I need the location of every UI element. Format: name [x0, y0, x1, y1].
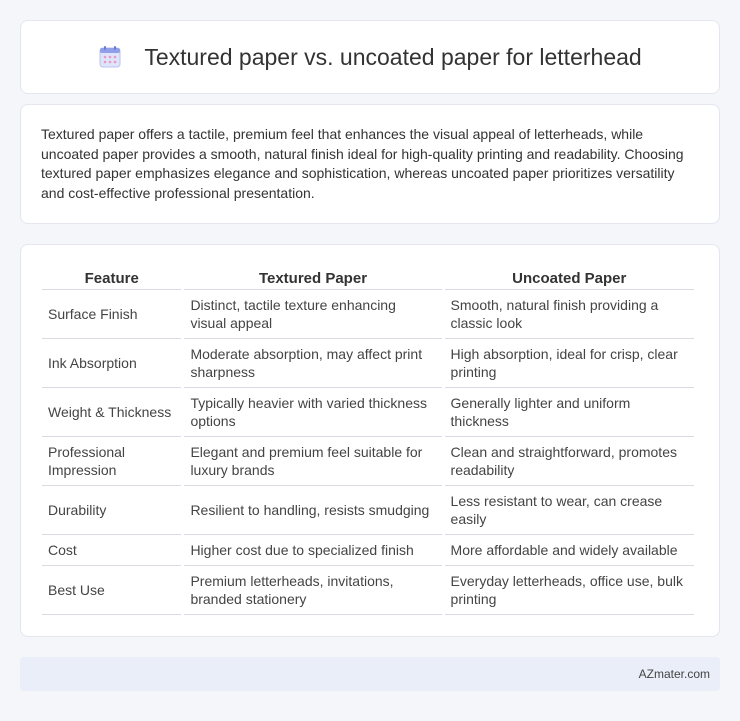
table-header-row — [42, 267, 694, 290]
footer-site-link[interactable]: AZmater.com — [638, 667, 710, 681]
summary-paragraph: Textured paper offers a tactile, premium feel that enhances the visual appeal of letterheads, while uncoated paper provides a smooth, natural finish ideal for high-quality printing and readability. Choosing textured paper emphasizes elegance and sophistication, whereas uncoated paper prioritizes versatility and cost-effective professional presentation. — [41, 126, 684, 201]
page-title: Textured paper vs. uncoated paper for letterhead — [144, 43, 642, 70]
textured-cell: Premium letterheads, invitations, branded stationery — [184, 566, 441, 615]
column-header-uncoated: Uncoated Paper — [445, 267, 694, 290]
uncoated-cell: Less resistant to wear, can crease easily — [445, 486, 694, 535]
calendar-icon — [98, 45, 122, 69]
uncoated-cell: Generally lighter and uniform thickness — [445, 388, 694, 437]
textured-cell: Distinct, tactile texture enhancing visual appeal — [184, 290, 441, 339]
table-row — [42, 388, 694, 437]
table-row — [42, 486, 694, 535]
textured-cell: Elegant and premium feel suitable for luxury brands — [184, 437, 441, 486]
title-card — [20, 20, 720, 94]
textured-cell: Moderate absorption, may affect print sharpness — [184, 339, 441, 388]
table-row — [42, 437, 694, 486]
textured-cell: Typically heavier with varied thickness options — [184, 388, 441, 437]
table-row — [42, 339, 694, 388]
feature-cell: Ink Absorption — [42, 339, 181, 388]
table-row — [42, 566, 694, 615]
feature-cell: Durability — [42, 486, 181, 535]
textured-cell: Higher cost due to specialized finish — [184, 535, 441, 566]
footer — [20, 657, 720, 691]
textured-cell: Resilient to handling, resists smudging — [184, 486, 441, 535]
uncoated-cell: More affordable and widely available — [445, 535, 694, 566]
uncoated-cell: Clean and straightforward, promotes readability — [445, 437, 694, 486]
table-row — [42, 290, 694, 339]
feature-cell: Surface Finish — [42, 290, 181, 339]
column-header-textured: Textured Paper — [184, 267, 441, 290]
uncoated-cell: Smooth, natural finish providing a classic look — [445, 290, 694, 339]
summary-card — [20, 104, 720, 224]
feature-cell: Professional Impression — [42, 437, 181, 486]
uncoated-cell: High absorption, ideal for crisp, clear printing — [445, 339, 694, 388]
comparison-table — [39, 267, 697, 615]
feature-cell: Best Use — [42, 566, 181, 615]
column-header-feature: Feature — [42, 267, 181, 290]
comparison-card — [20, 244, 720, 637]
feature-cell: Weight & Thickness — [42, 388, 181, 437]
feature-cell: Cost — [42, 535, 181, 566]
uncoated-cell: Everyday letterheads, office use, bulk printing — [445, 566, 694, 615]
table-row — [42, 535, 694, 566]
